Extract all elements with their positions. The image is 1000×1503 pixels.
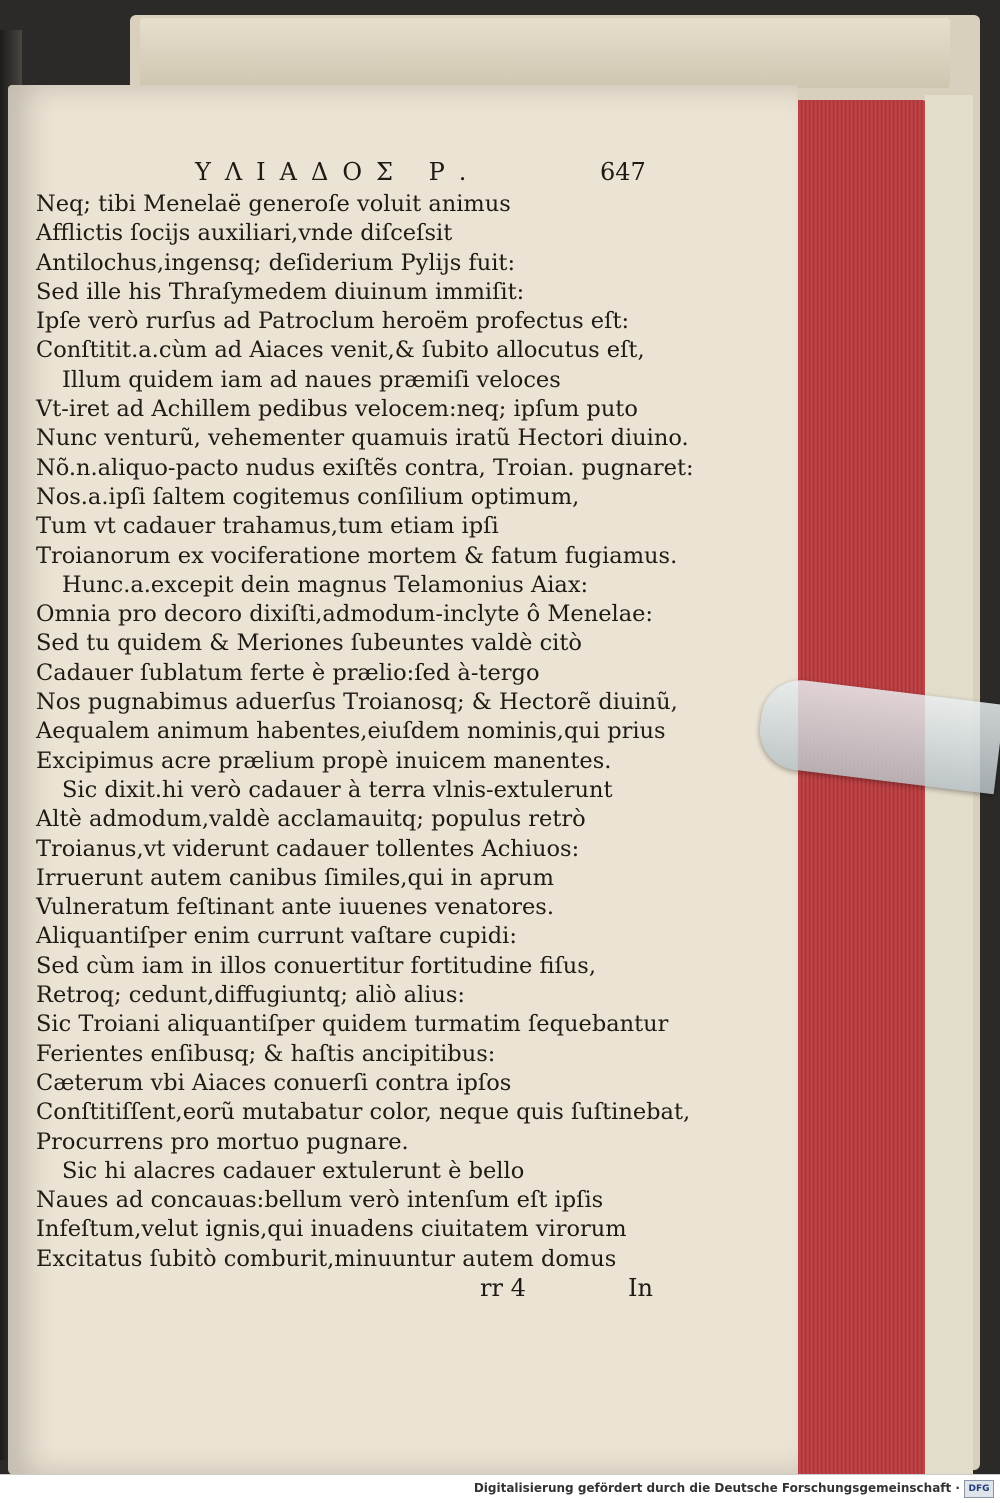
verse-line: Nos.a.ipſi ſaltem cogitemus conſilium optimum, [36, 483, 580, 510]
verse-line: Vt-iret ad Achillem pedibus velocem:neq; ipſum puto [36, 396, 638, 423]
dfg-logo-icon: DFG [964, 1480, 994, 1498]
book-top-edge [140, 18, 950, 88]
verse-line: Infeſtum,velut ignis,qui inuadens ciuitatem virorum [36, 1216, 627, 1243]
page-number: 647 [600, 158, 646, 186]
verse-line: Nos pugnabimus aduerſus Troianosq; & Hectorẽ diuinũ, [36, 689, 678, 716]
verse-text-block [36, 190, 776, 1274]
verse-line: Sed cùm iam in illos conuertitur fortitudine fiſus, [36, 952, 596, 979]
verse-line: Retroq; cedunt,diffugiuntq; aliò alius: [36, 982, 465, 1009]
verse-line: Sed tu quidem & Meriones ſubeuntes valdè citò [36, 630, 582, 657]
signature-mark: rr 4 [480, 1274, 526, 1302]
verse-line: Omnia pro decoro dixiſti,admodum-inclyte ô Menelae: [36, 601, 654, 628]
verse-line: Irruerunt autem canibus ſimiles,qui in aprum [36, 864, 554, 891]
verse-line: Excipimus acre prælium propè inuicem manentes. [36, 747, 612, 774]
verse-line: Hunc.a.excepit dein magnus Telamonius Aiax: [62, 571, 589, 598]
verse-line: Troianus,vt viderunt cadauer tollentes Achiuos: [36, 835, 580, 862]
verse-line: Conſtitit.a.cùm ad Aiaces venit,& ſubito allocutus eſt, [36, 337, 645, 364]
verse-line: Aliquantiſper enim currunt vaſtare cupidi: [36, 923, 517, 950]
credit-text: Digitalisierung gefördert durch die Deutsche Forschungsgemeinschaft · [473, 1481, 960, 1495]
verse-line: Neq; tibi Menelaë generoſe voluit animus [36, 191, 511, 217]
red-page-edges [790, 100, 928, 1480]
verse-line: Illum quidem iam ad naues præmiſi veloces [62, 366, 561, 393]
catchword: In [628, 1274, 653, 1302]
verse-line: Afflictis ſocijs auxiliari,vnde diſceſsit [36, 220, 453, 247]
verse-line: Troianorum ex vociferatione mortem & fatum fugiamus. [36, 542, 678, 569]
running-head-title: ΥΛΙΑΔΟΣ Ρ. [195, 158, 481, 186]
verse-line: Naues ad concauas:bellum verò intenſum eſt ipſis [36, 1187, 604, 1214]
credit-bar [0, 1474, 1000, 1503]
verse-line: Ipſe verò rurſus ad Patroclum heroëm profectus eſt: [36, 308, 630, 335]
verse-line: Ferientes enſibusq; & haſtis ancipitibus: [36, 1040, 496, 1067]
verse-line: Nõ.n.aliquo-pacto nudus exiſtẽs contra, Troian. pugnaret: [36, 454, 694, 481]
verse-line: Conſtitiſſent,eorũ mutabatur color, neque quis ſuſtinebat, [36, 1099, 691, 1126]
verse-line: Cæterum vbi Aiaces conuerſi contra ipſos [36, 1069, 512, 1096]
verse-line: Procurrens pro mortuo pugnare. [36, 1128, 409, 1155]
verse-line: Altè admodum,valdè acclamauitq; populus retrò [36, 806, 586, 833]
verse-line: Sed ille his Thraſymedem diuinum immiſit: [36, 278, 525, 305]
verse-line: Antilochus,ingensq; deſiderium Pylijs fuit: [36, 249, 516, 276]
verse-line: Sic hi alacres cadauer extulerunt è bello [62, 1157, 525, 1184]
verse-line: Vulneratum feſtinant ante iuuenes venatores. [36, 894, 554, 921]
verse-line: Sic dixit.hi verò cadauer à terra vlnis-extulerunt [62, 776, 613, 803]
verse-line: Nunc venturũ, vehementer quamuis iratũ Hectori diuino. [36, 425, 689, 452]
verse-line: Cadauer ſublatum ferte è prælio:ſed à-tergo [36, 659, 540, 686]
verse-line: Excitatus ſubitò comburit,minuuntur autem domus [36, 1245, 617, 1272]
verse-line: Tum vt cadauer trahamus,tum etiam ipſi [36, 513, 499, 540]
verse-line: Sic Troiani aliquantiſper quidem turmatim ſequebantur [36, 1011, 669, 1038]
verse-line: Aequalem animum habentes,eiuſdem nominis,qui prius [36, 718, 666, 745]
